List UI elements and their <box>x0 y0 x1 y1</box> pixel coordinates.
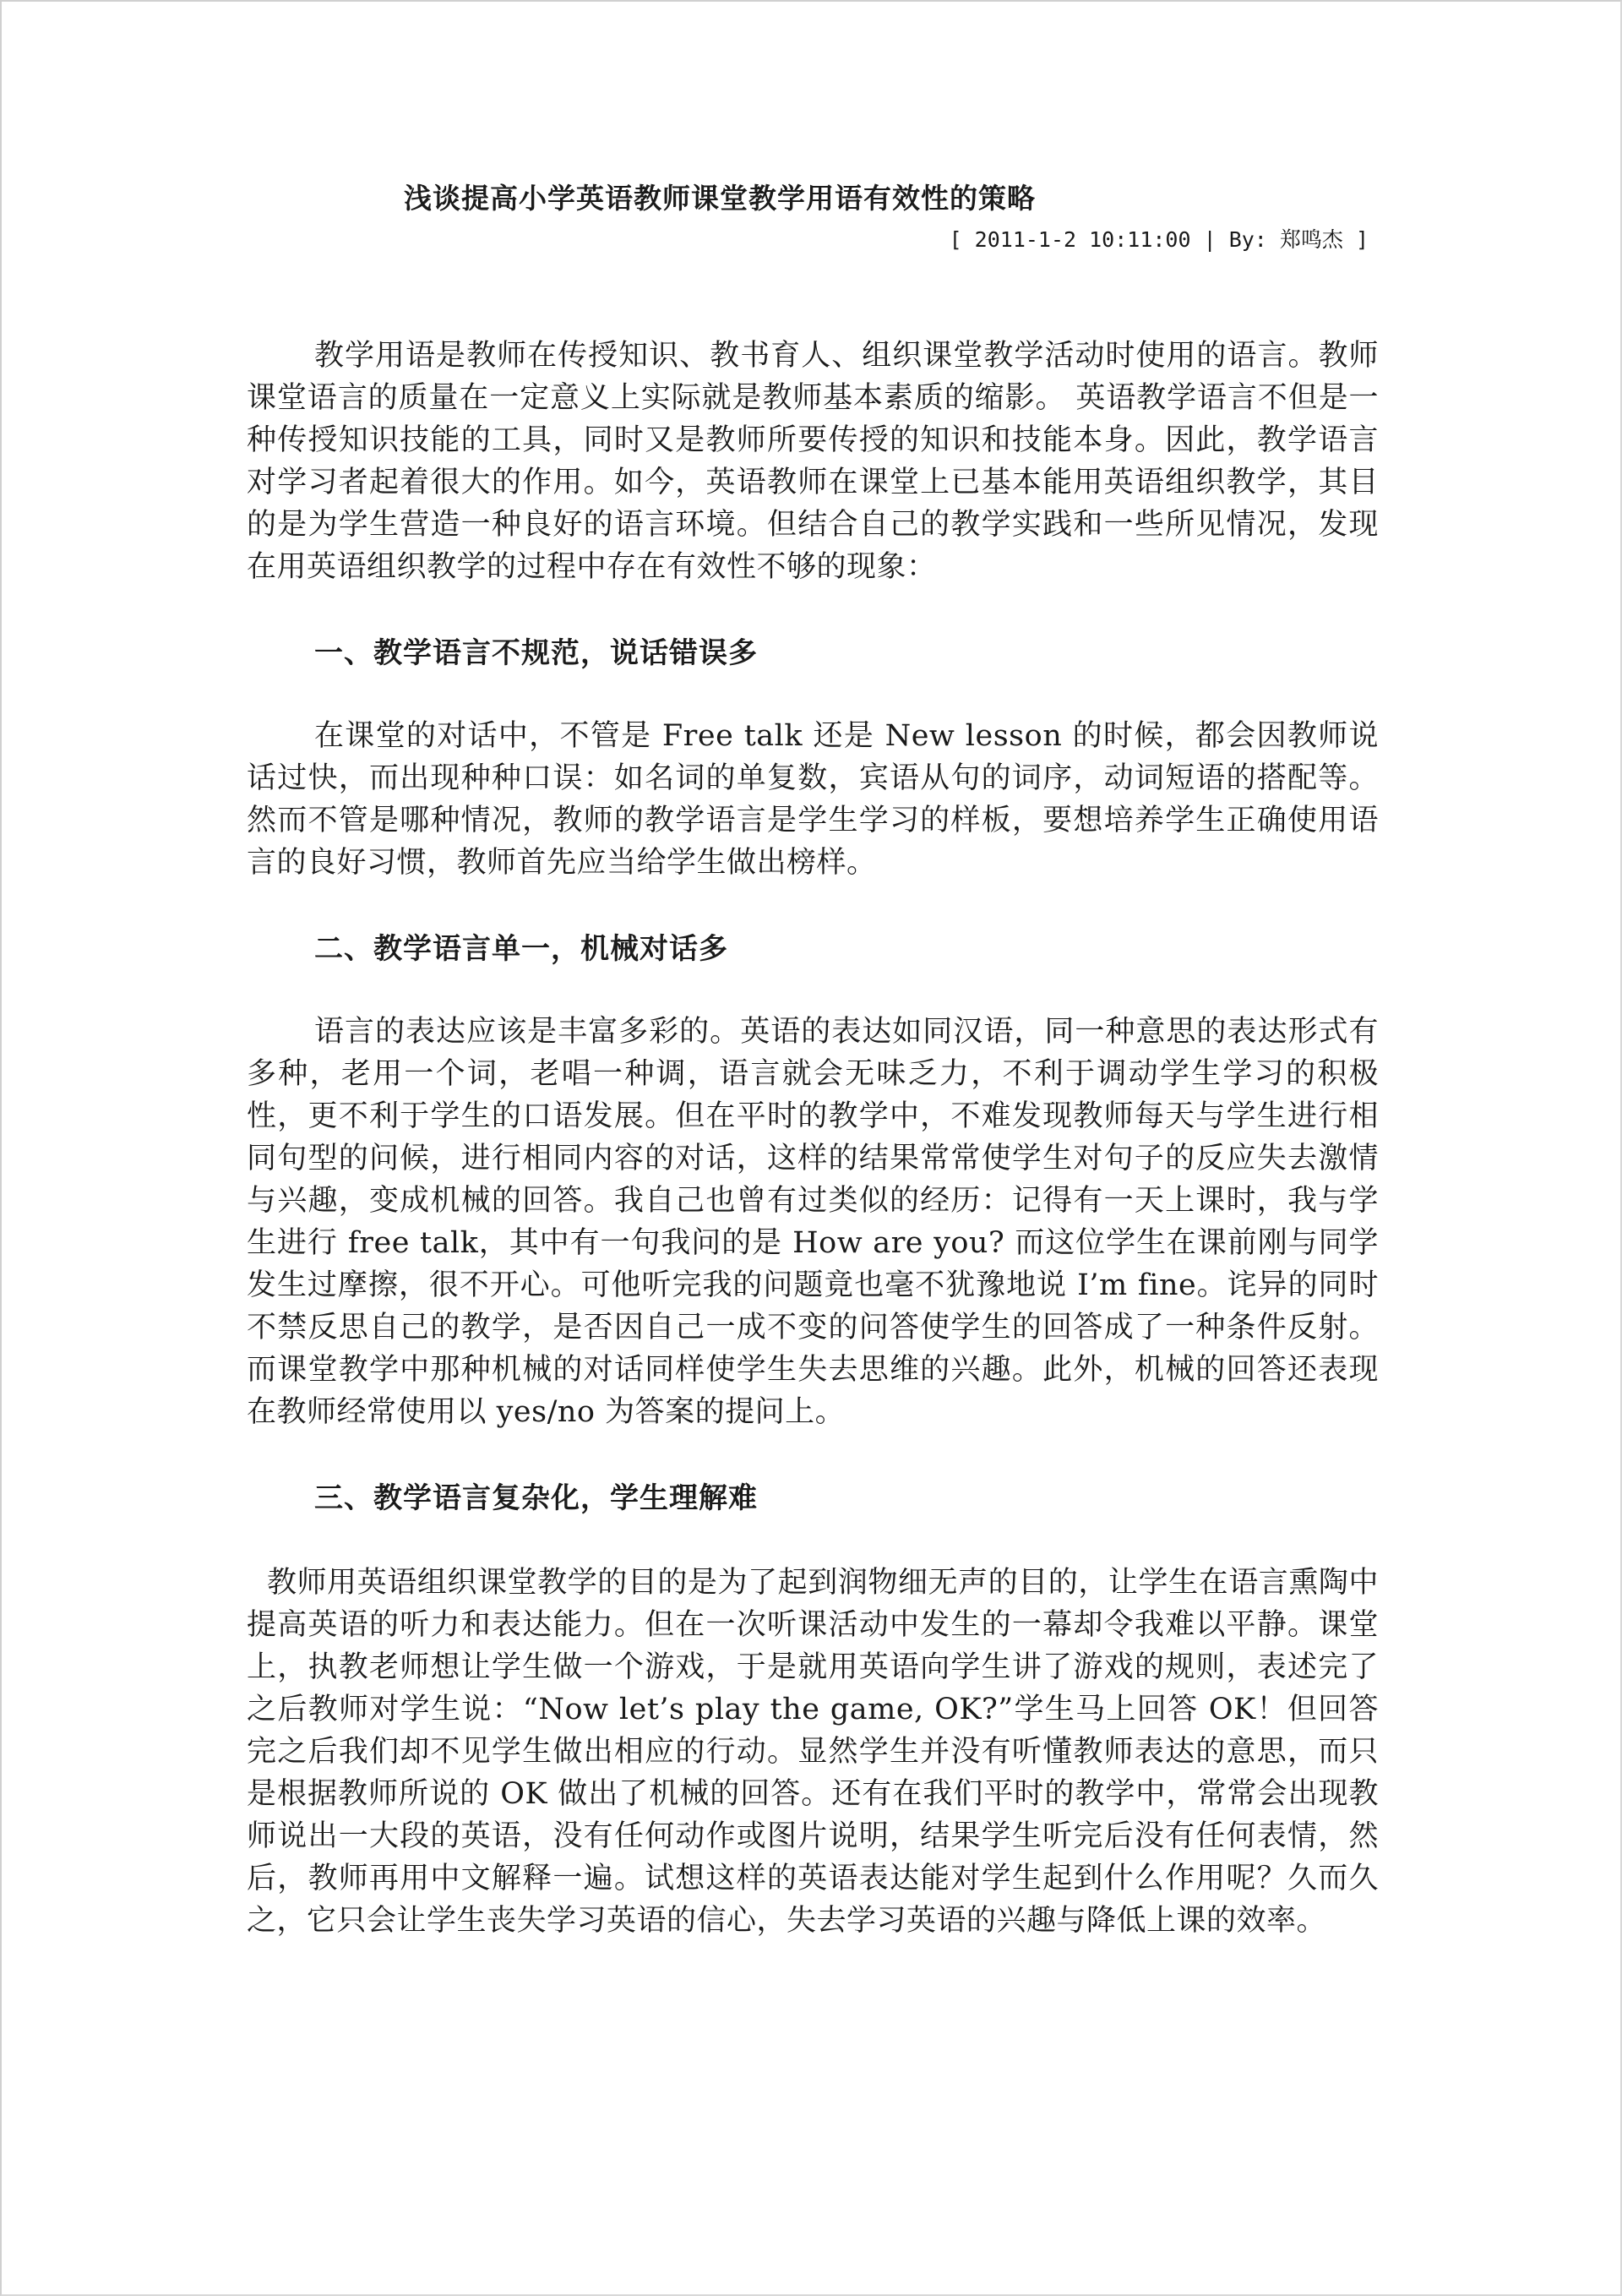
section-heading-2: 二、教学语言单一，机械对话多 <box>314 932 728 966</box>
article-meta: [ 2011-1-2 10:11:00 | By: 郑鸣杰 ] <box>949 227 1369 252</box>
section-heading-3: 三、教学语言复杂化，学生理解难 <box>314 1481 758 1515</box>
intro-paragraph: 教学用语是教师在传授知识、教书育人、组织课堂教学活动时使用的语言。教师课堂语言的质量在一定意义上实际就是教师基本素质的缩影。 英语教学语言不但是一种传授知识技能的工具，同时又是教师所要传授的知识和技能本身。因此，教学语言对学习者起着很大的作用。如今，英语教师在课堂上已基本能用英语组织教学，其目的是为学生营造一种良好的语言环境。但结合自己的教学实践和一些所见情况，发现在用英语组织教学的过程中存在有效性不够的现象： <box>247 339 1379 584</box>
section-paragraph-1: 在课堂的对话中，不管是 Free talk 还是 New lesson 的时候，都会因教师说话过快，而出现种种口误：如名词的单复数，宾语从句的词序，动词短语的搭配等。然而不管是哪种情况，教师的教学语言是学生学习的样板，要想培养学生正确使用语言的良好习惯，教师首先应当给学生做出榜样。 <box>247 719 1379 880</box>
section-heading-1: 一、教学语言不规范，说话错误多 <box>314 636 758 670</box>
section-paragraph-2: 语言的表达应该是丰富多彩的。英语的表达如同汉语，同一种意思的表达形式有多种，老用一个词，老唱一种调，语言就会无味乏力，不利于调动学生学习的积极性，更不利于学生的口语发展。但在平时的教学中，不难发现教师每天与学生进行相同句型的问候，进行相同内容的对话，这样的结果常常使学生对句子的反应失去激情与兴趣，变成机械的回答。我自己也曾有过类似的经历：记得有一天上课时，我与学生进行 free talk，其中有一句我问的是 How are you? 而这位学生在课前刚与同学发生过摩擦，很不开心。可他听完我的问题竟也毫不犹豫地说 I’m fine。诧异的同时不禁反思自己的教学，是否因自己一成不变的问答使学生的回答成了一种条件反射。而课堂教学中那种机械的对话同样使学生失去思维的兴趣。此外，机械的回答还表现在教师经常使用以 yes/no 为答案的提问上。 <box>247 1015 1379 1429</box>
document-body <box>247 177 1379 1942</box>
section-paragraph-3: 教师用英语组织课堂教学的目的是为了起到润物细无声的目的，让学生在语言熏陶中提高英语的听力和表达能力。但在一次听课活动中发生的一幕却令我难以平静。课堂上，执教老师想让学生做一个游戏，于是就用英语向学生讲了游戏的规则，表述完了之后教师对学生说：“Now let’s play the game, OK?”学生马上回答 OK！但回答完之后我们却不见学生做出相应的行动。显然学生并没有听懂教师表达的意思，而只是根据教师所说的 OK 做出了机械的回答。还有在我们平时的教学中，常常会出现教师说出一大段的英语，没有任何动作或图片说明，结果学生听完后没有任何表情，然后，教师再用中文解释一遍。试想这样的英语表达能对学生起到什么作用呢？久而久之，它只会让学生丧失学习英语的信心，失去学习英语的兴趣与降低上课的效率。 <box>247 1566 1379 1938</box>
article-title: 浅谈提高小学英语教师课堂教学用语有效性的策略 <box>404 182 1036 215</box>
